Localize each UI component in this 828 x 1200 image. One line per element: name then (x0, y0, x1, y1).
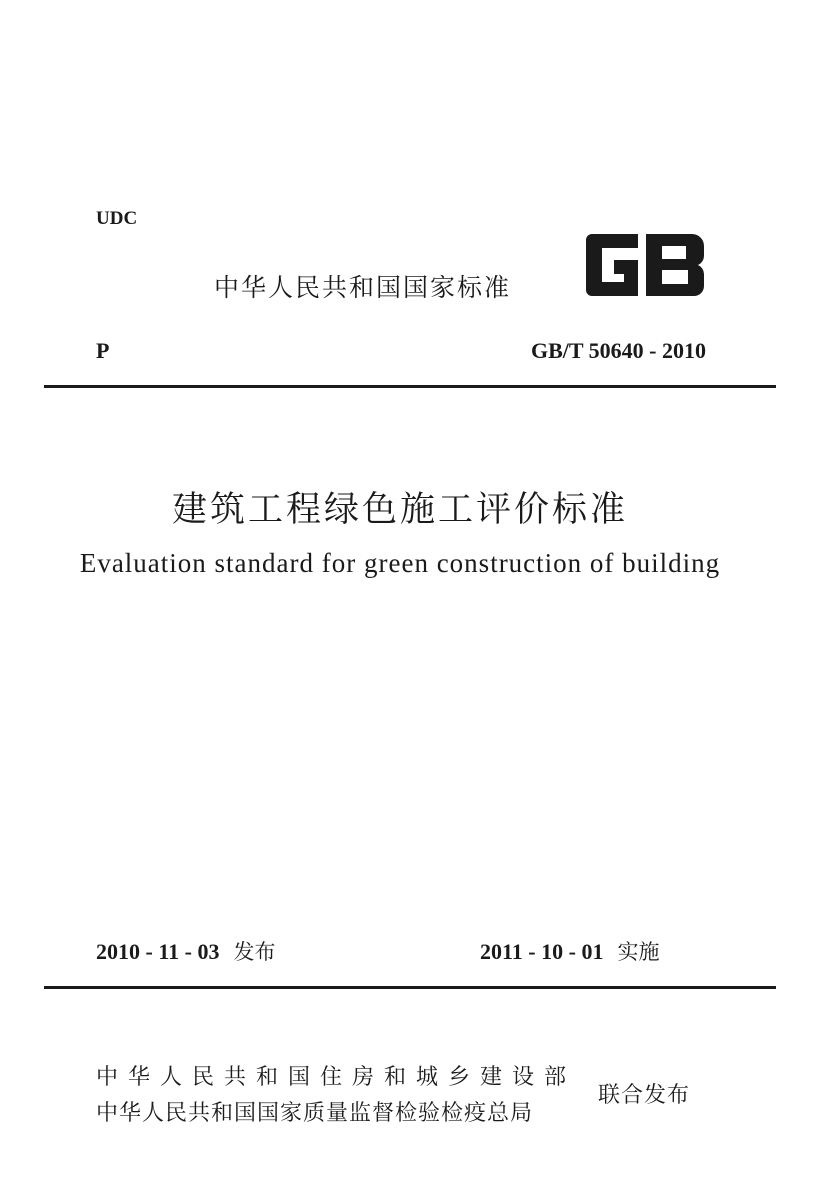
joint-publish-label: 联合发布 (598, 1083, 691, 1108)
classification-code: P (96, 338, 110, 363)
udc-label: UDC (96, 208, 138, 229)
national-standard-name: 中华人民共和国国家标准 (214, 273, 512, 302)
implement-date-line (480, 936, 659, 966)
top-divider (44, 385, 776, 388)
title-chinese: 建筑工程绿色施工评价标准 (171, 490, 628, 530)
implement-label: 实施 (617, 940, 660, 964)
issue-date-line (96, 936, 275, 966)
standard-number: GB/T 50640 - 2010 (530, 338, 706, 363)
implement-date: 2011 - 10 - 01 (480, 939, 604, 964)
title-english: Evaluation standard for green construction of building (79, 548, 721, 578)
issue-label: 发布 (233, 940, 276, 964)
bottom-divider (44, 986, 776, 989)
publisher-ministry-housing: 中华人民共和国住房和城乡建设部 (96, 1065, 577, 1090)
publisher-aqsiq: 中华人民共和国国家质量监督检验检疫总局 (96, 1101, 534, 1126)
issue-date: 2010 - 11 - 03 (96, 939, 220, 964)
gb-logo-icon (584, 230, 708, 300)
